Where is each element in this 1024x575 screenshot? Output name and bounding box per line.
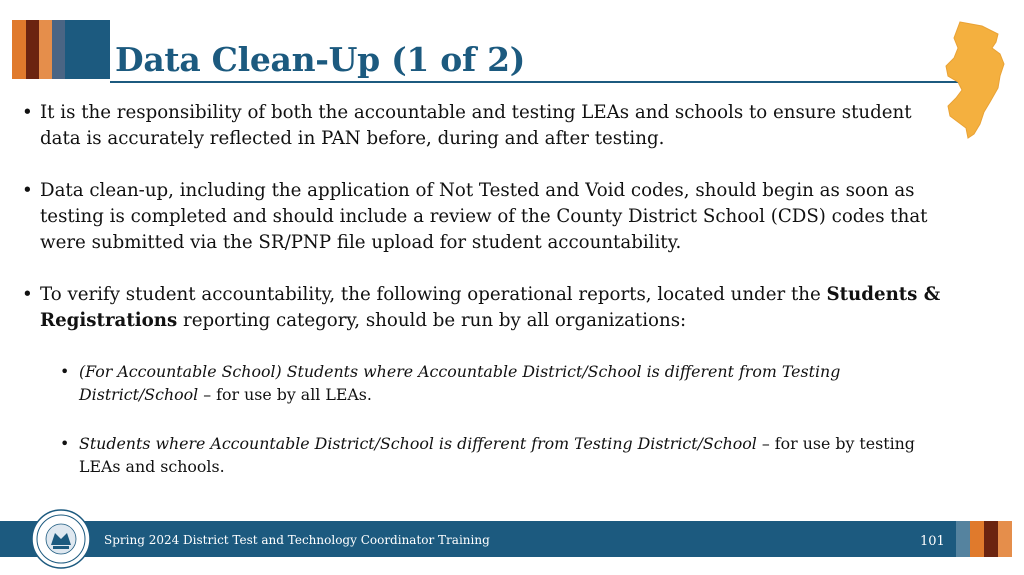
bullet-text: Data clean-up, including the application of Not Tested and Void codes, should begin as soon as testing is completed and should include a review of the County District School (CDS) codes that were submitted via the SR/PNP file upload for student accountability. xyxy=(40,180,928,253)
bullet-text: It is the responsibility of both the accountable and testing LEAs and schools to ensure student data is accurately reflected in PAN before, during and after testing. xyxy=(40,102,912,149)
bullet-dot: • xyxy=(22,180,33,201)
footer-title: Spring 2024 District Test and Technology Coordinator Training xyxy=(104,533,490,547)
bullet-dot: • xyxy=(22,284,33,305)
bullet-dot: • xyxy=(22,102,33,123)
footer-color-bars xyxy=(956,521,1012,557)
slide-content xyxy=(22,100,942,478)
bullet-text-post: reporting category, should be run by all organizations: xyxy=(177,310,687,331)
foot-bar-gray xyxy=(956,521,970,557)
sub-bullet-item xyxy=(22,360,942,406)
sub-bullet-item xyxy=(22,432,942,478)
sub-bullet-text: – for use by testing LEAs and schools. xyxy=(79,434,915,476)
bullet-item xyxy=(22,282,942,334)
nj-department-of-education-seal xyxy=(31,509,91,569)
sub-bullet-dot: • xyxy=(60,434,70,453)
bullet-text-bold: Students & Registrations xyxy=(40,284,941,331)
new-jersey-map-icon xyxy=(938,18,1010,142)
title-color-bars xyxy=(12,20,110,79)
foot-bar-brown xyxy=(984,521,998,557)
bar-orange-2 xyxy=(39,20,52,79)
page-number: 101 xyxy=(920,534,945,549)
sub-bullet-text: – for use by all LEAs. xyxy=(198,385,372,404)
bar-orange xyxy=(12,20,26,79)
bullet-item xyxy=(22,100,942,152)
foot-bar-orange-2 xyxy=(998,521,1012,557)
sub-bullet-dot: • xyxy=(60,362,70,381)
bullet-item xyxy=(22,178,942,256)
slide-title: Data Clean-Up (1 of 2) xyxy=(115,40,526,79)
report-name: (For Accountable School) Students where Accountable District/School is different from Testing District/School xyxy=(79,362,841,404)
bar-blue xyxy=(65,20,110,79)
title-underline xyxy=(110,81,972,83)
bullet-text-pre: To verify student accountability, the following operational reports, located under the xyxy=(40,284,827,305)
bar-gray xyxy=(52,20,65,79)
foot-bar-orange xyxy=(970,521,984,557)
bar-brown xyxy=(26,20,39,79)
report-name: Students where Accountable District/School is different from Testing District/School xyxy=(79,434,757,453)
